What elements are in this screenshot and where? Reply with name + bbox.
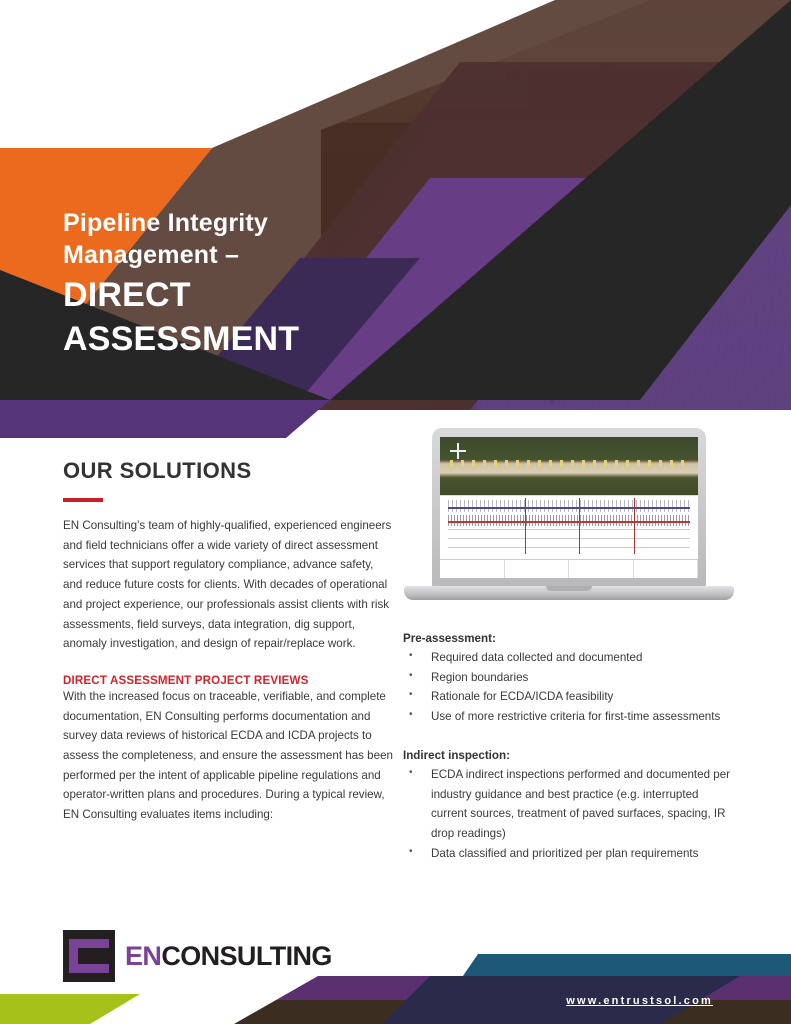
title-block-cell-approval bbox=[634, 560, 699, 578]
list-item: • ECDA indirect inspections performed and documented per industry guidance and best practice (e.g. interrupted current sources, treatment of paved surfaces, spacing, IR drop readings) bbox=[403, 765, 733, 844]
right-content-column bbox=[403, 632, 733, 863]
indirect-inspection-list bbox=[403, 765, 733, 864]
north-arrow-icon bbox=[450, 443, 466, 459]
chart-gridline-1 bbox=[448, 529, 691, 530]
section-spacer bbox=[403, 727, 733, 749]
page-footer bbox=[0, 954, 791, 1024]
list-item: • Region boundaries bbox=[403, 668, 733, 688]
laptop-screen bbox=[440, 437, 698, 578]
title-block-cell-scale bbox=[505, 560, 570, 578]
hero-title bbox=[63, 208, 483, 359]
project-reviews-paragraph: With the increased focus on traceable, verifiable, and complete documentation, EN Consulting performs documentation and survey data reviews of historical ECDA and ICDA projects to assess the completeness, and ensure the assessment has been performed per the intent of applicable pipeline regulations and operator-written plans and procedures. During a typical review, EN Consulting evaluates items including: bbox=[63, 689, 393, 822]
project-reviews-heading: DIRECT ASSESSMENT PROJECT REVIEWS bbox=[63, 673, 309, 687]
hero-banner bbox=[0, 0, 791, 410]
list-item: • Use of more restrictive criteria for first-time assessments bbox=[403, 707, 733, 727]
screen-aerial-map bbox=[440, 437, 698, 495]
indirect-inspection-heading: Indirect inspection: bbox=[403, 748, 510, 762]
chart-marker-2 bbox=[579, 498, 580, 554]
chart-marker-3 bbox=[634, 498, 635, 554]
logo-wordmark-rest: CONSULTING bbox=[161, 940, 332, 971]
laptop-notch bbox=[546, 586, 592, 591]
chart-marker-1 bbox=[525, 498, 526, 554]
list-item: • Required data collected and documented bbox=[403, 648, 733, 668]
pre-assessment-list bbox=[403, 648, 733, 727]
mark-bar-top bbox=[69, 939, 109, 948]
laptop-lid bbox=[432, 428, 706, 588]
our-solutions-heading: OUR SOLUTIONS bbox=[63, 458, 252, 483]
list-item: • Data classified and prioritized per plan requirements bbox=[403, 844, 733, 864]
hero-title-line-3: DIRECT bbox=[63, 276, 191, 314]
title-block-cell-company bbox=[569, 560, 634, 578]
left-content-column bbox=[63, 458, 393, 825]
chart-gridline-2 bbox=[448, 538, 691, 539]
logo-wordmark-accent: EN bbox=[125, 940, 162, 971]
heading-rule bbox=[63, 498, 103, 502]
hero-title-line-1: Pipeline Integrity bbox=[63, 209, 269, 237]
hero-title-line-2: Management – bbox=[63, 240, 240, 269]
intro-paragraph: EN Consulting's team of highly-qualified, experienced engineers and field technicians offer a wide variety of direct assessment services that support regulatory compliance, advance safety, and reduce future costs for clients. With decades of operational and project experience, our professionals assist clients with risk assessments, field surveys, data integration, dig support, anomaly investigation, and design of repair/replace work. bbox=[63, 519, 392, 651]
screen-title-block bbox=[440, 559, 698, 578]
screen-survey-chart bbox=[440, 495, 698, 559]
list-item: • Rationale for ECDA/ICDA feasibility bbox=[403, 687, 733, 707]
chart-gridline-3 bbox=[448, 547, 691, 548]
hero-title-line-4: ASSESSMENT bbox=[63, 320, 300, 359]
title-block-cell-legend bbox=[440, 560, 505, 578]
laptop-illustration bbox=[404, 428, 734, 618]
website-url-link[interactable]: www.entrustsol.com bbox=[566, 995, 713, 1007]
chart-line-red bbox=[448, 521, 691, 523]
pre-assessment-heading: Pre-assessment: bbox=[403, 632, 496, 645]
chart-line-blue bbox=[448, 507, 691, 509]
chart-trace-cis bbox=[448, 500, 691, 513]
